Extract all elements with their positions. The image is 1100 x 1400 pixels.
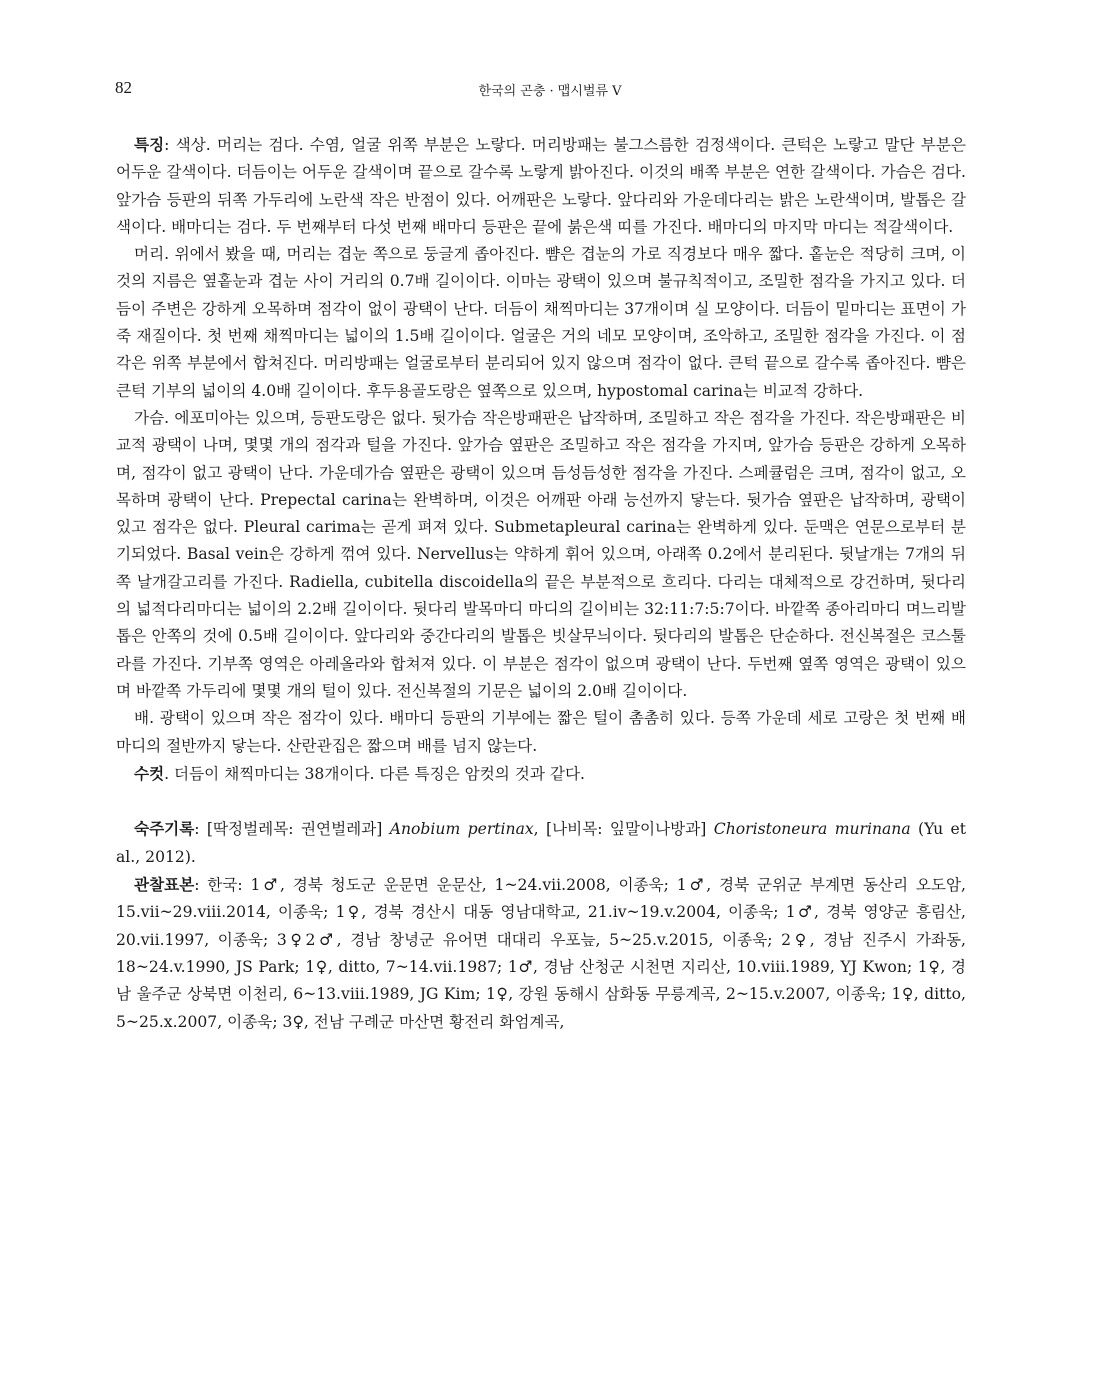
specimens-text: : 한국: 1♂, 경북 청도군 운문면 운문산, 1~24.vii.2008, 이종욱; 1♂, 경북 군위군 부계면 동산리 오도암, 15.vii~29.viii.2014, 이종욱; 1♀, 경북 경산시 대동 영남대학교, 21.iv~19.v.2004, 이종욱; 1♂, 경북 영양군 흥림산, 20.vii.1997, 이종욱; 3♀2♂, 경남 창녕군 유어면 대대리 우포늪, 5~25.v.2015, 이종욱; 2♀, 경남 진주시 가좌동, 18~24.v.1990, JS Park; 1♀, ditto, 7~14.vii.1987; 1♂, 경남 산청군 시천면 지리산, 10.viii.1989, YJ Kwon; 1♀, 경남 울주군 상북면 이천리, 6~13.viii.1989, JG Kim; 1♀, 강원 동해시 삼화동 무릉계곡, 2~15.v.2007, 이종욱; 1♀, ditto, 5~25.x.2007, 이종욱; 3♀, 전남 구례군 마산면 황전리 화엄계곡,: [116, 876, 966, 1031]
male-text: . 더듬이 채찍마디는 38개이다. 다른 특징은 암컷의 것과 같다.: [164, 764, 585, 783]
host-records-text-2: , [나비목: 잎말이나방과]: [533, 820, 714, 839]
features-paragraph: [116, 131, 966, 241]
male-paragraph: [116, 760, 966, 788]
specimens-heading: 관찰표본: [134, 875, 195, 895]
host-species-1: Anobium pertinax: [389, 820, 534, 839]
specimens-paragraph: [116, 871, 966, 1036]
host-records-text-3: (Yu et al., 2012).: [116, 820, 966, 866]
features-color-text: : 색상. 머리는 검다. 수염, 얼굴 위쪽 부분은 노랗다. 머리방패는 불그스름한 검정색이다. 큰턱은 노랗고 말단 부분은 어두운 갈색이다. 더듬이는 어두운 갈색이며 끝으로 갈수록 노랗게 밝아진다. 이것의 배쪽 부분은 연한 갈색이다. 가슴은 검다. 앞가슴 등판의 뒤쪽 가두리에 노란색 작은 반점이 있다. 어깨판은 노랗다. 앞다리와 가운데다리는 밝은 노란색이며, 발톱은 갈색이다. 배마디는 검다. 두 번째부터 다섯 번째 배마디 등판은 끝에 붉은색 띠를 가진다. 배마디의 마지막 마디는 적갈색이다.: [116, 136, 966, 236]
body-text: [116, 131, 966, 1036]
features-heading: 특징: [134, 135, 165, 154]
section-spacer: [116, 788, 966, 815]
host-records-text-1: : [딱정벌레목: 권연벌레과]: [194, 820, 390, 839]
thorax-paragraph: 가슴. 에포미아는 있으며, 등판도랑은 없다. 뒷가슴 작은방패판은 납작하며, 조밀하고 작은 점각을 가진다. 작은방패판은 비교적 광택이 나며, 몇몇 개의 점각과 털을 가진다. 앞가슴 옆판은 조밀하고 작은 점각을 가지며, 앞가슴 등판은 강하게 오목하며, 점각이 없고 광택이 난다. 가운데가슴 옆판은 광택이 있으며 듬성듬성한 점각을 가진다. 스페큘럼은 크며, 점각이 없고, 오목하며 광택이 난다. Prepectal carina는 완벽하며, 이것은 어깨판 아래 능선까지 닿는다. 뒷가슴 옆판은 납작하며, 광택이 있고 점각은 없다. Pleural carima는 곧게 펴져 있다. Submetapleural carina는 완벽하게 있다. 둔맥은 연문으로부터 분기되었다. Basal vein은 강하게 꺾여 있다. Nervellus는 약하게 휘어 있으며, 아래쪽 0.2에서 분리된다. 뒷날개는 7개의 뒤쪽 날개갈고리를 가진다. Radiella, cubitella discoidella의 끝은 부분적으로 흐리다. 다리는 대체적으로 강건하며, 뒷다리의 넓적다리마디는 넓이의 2.2배 길이이다. 뒷다리 발목마디 마디의 길이비는 32:11:7:5:7이다. 바깥쪽 종아리마디 며느리발톱은 안쪽의 것에 0.5배 길이이다. 앞다리와 중간다리의 발톱은 빗살무늬이다. 뒷다리의 발톱은 단순하다. 전신복절은 코스툴라를 가진다. 기부쪽 영역은 아레올라와 합쳐져 있다. 이 부분은 점각이 없으며 광택이 난다. 두번째 옆쪽 영역은 광택이 있으며 바깥쪽 가두리에 몇몇 개의 털이 있다. 전신복절의 기문은 넓이의 2.0배 길이이다.: [116, 408, 966, 700]
head-paragraph: 머리. 위에서 봤을 때, 머리는 겹눈 쪽으로 둥글게 좁아진다. 뺨은 겹눈의 가로 직경보다 매우 짧다. 홑눈은 적당히 크며, 이것의 지름은 옆홑눈과 겹눈 사이 거리의 0.7배 길이이다. 이마는 광택이 있으며 불규칙적이고, 조밀한 점각을 가지고 있다. 더듬이 주변은 강하게 오목하며 점각이 없이 광택이 난다. 더듬이 채찍마디는 37개이며 실 모양이다. 더듬이 밑마디는 표면이 가죽 재질이다. 첫 번째 채찍마디는 넓이의 1.5배 길이이다. 얼굴은 거의 네모 모양이며, 조악하고, 조밀한 점각을 가진다. 이 점각은 위쪽 부분에서 합쳐진다. 머리방패는 얼굴로부터 분리되어 있지 않으며 점각이 없다. 큰턱 끝으로 갈수록 좁아진다. 뺨은 큰턱 기부의 넓이의 4.0배 길이이다. 후두용골도랑은 옆쪽으로 있으며, hypostomal carina는 비교적 강하다.: [116, 245, 966, 400]
running-title: 한국의 곤충 · 맵시벌류 V: [478, 84, 622, 99]
host-species-2: Choristoneura murinana: [713, 820, 911, 839]
host-records-heading: 숙주기록: [134, 819, 195, 839]
page-number: 82: [115, 78, 132, 97]
host-records-paragraph: [116, 815, 966, 871]
male-heading: 수컷: [134, 763, 165, 783]
abdomen-paragraph: 배. 광택이 있으며 작은 점각이 있다. 배마디 등판의 기부에는 짧은 털이 촘촘히 있다. 등쪽 가운데 세로 고랑은 첫 번째 배마디의 절반까지 닿는다. 산란관집은 짧으며 배를 넘지 않는다.: [116, 709, 966, 755]
